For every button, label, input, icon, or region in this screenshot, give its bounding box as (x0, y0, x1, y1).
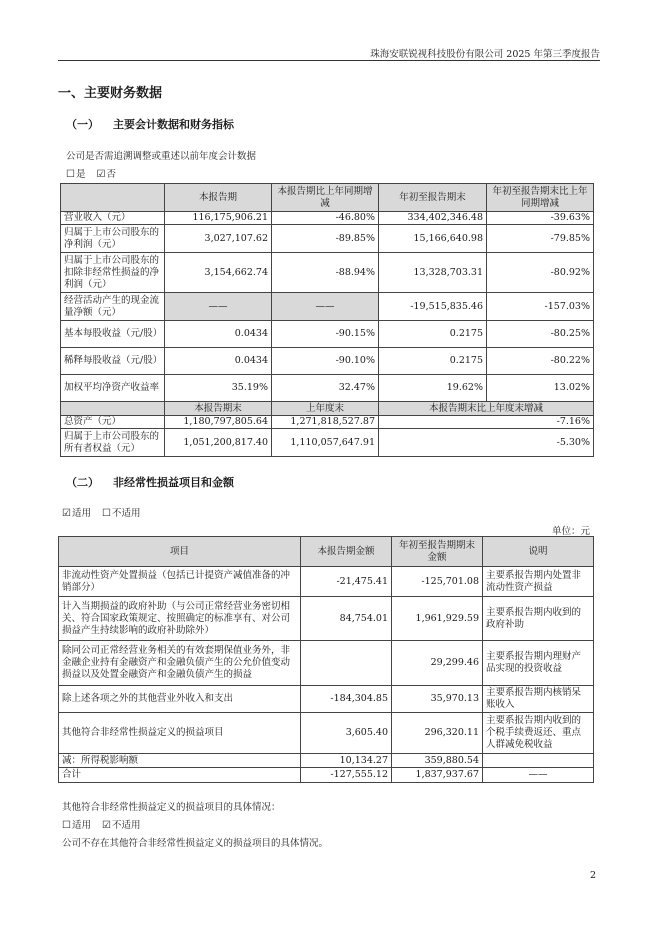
cell-value: 15,166,640.98 (379, 225, 487, 253)
note-cell (483, 754, 594, 768)
item-label: 除上述各项之外的其他营业外收入和支出 (59, 686, 301, 713)
cell-value: 1,051,200,817.40 (165, 429, 272, 457)
subsection-title-2 (66, 474, 234, 490)
item-label: 其他符合非经常性损益定义的损益项目 (59, 713, 301, 754)
cell-value: 116,175,906.21 (165, 212, 272, 225)
other-items-note: 其他符合非经常性损益定义的损益项目的具体情况： (62, 802, 281, 813)
header-cell: 说明 (483, 537, 594, 567)
option-applicable[interactable]: ☐适用 (62, 820, 91, 831)
cell-value: -157.03% (487, 293, 594, 321)
cell-value: 1,837,937.67 (392, 768, 483, 783)
cell-value: 1,110,057,647.91 (272, 429, 379, 457)
header-cell: 年初至报告期期末金额 (392, 537, 483, 567)
subsection-title-1 (66, 116, 234, 132)
subsection-number: （一） (66, 118, 99, 131)
section-title: 一、主要财务数据 (58, 86, 163, 101)
checkbox-checked-icon: ☑ (96, 169, 106, 180)
row-label: 营业收入（元） (61, 212, 165, 225)
item-label: 合计 (59, 768, 301, 783)
header-divider (58, 60, 600, 61)
cell-value: -21,475.41 (301, 567, 392, 597)
header-cell: 本报告期 (165, 184, 272, 212)
restatement-options (66, 166, 124, 180)
row-label: 基本每股收益（元/股） (61, 321, 165, 348)
applicability-options (62, 505, 149, 519)
row-label: 加权平均净资产收益率 (61, 375, 165, 402)
cell-value: -79.85% (487, 225, 594, 253)
cell-value: -5.30% (379, 429, 594, 457)
table-row (61, 429, 594, 457)
table-row (59, 686, 594, 713)
report-header: 珠海安联锐视科技股份有限公司 2025 年第三季度报告 (370, 49, 600, 60)
cell-value: -80.22% (487, 348, 594, 375)
table-header-row (59, 537, 594, 567)
cell-value: -89.85% (272, 225, 379, 253)
cell-value: -46.80% (272, 212, 379, 225)
checkbox-unchecked-icon: ☐ (102, 508, 111, 519)
cell-value: -19,515,835.46 (379, 293, 487, 321)
cell-value: -90.15% (272, 321, 379, 348)
subsection-number: （二） (66, 476, 99, 489)
cell-value: 13.02% (487, 375, 594, 402)
item-label: 计入当期损益的政府补助（与公司正常经营业务密切相关、符合国家政策规定、按照确定的标准享有、对公司损益产生持续影响的政府补助除外） (59, 597, 301, 641)
cell-value: -127,555.12 (301, 768, 392, 783)
restatement-question: 公司是否需追溯调整或重述以前年度会计数据 (66, 151, 257, 162)
table-row (59, 768, 594, 783)
header-cell: 本报告期末比上年度末增减 (379, 402, 594, 416)
subsection-label: 主要会计数据和财务指标 (113, 118, 234, 131)
page-number: 2 (589, 870, 596, 881)
row-label: 总资产（元） (61, 416, 165, 429)
table-row (59, 754, 594, 768)
header-cell: 本报告期比上年同期增减 (272, 184, 379, 212)
table-row (61, 375, 594, 402)
cell-value: -7.16% (379, 416, 594, 429)
cell-value: 10,134.27 (301, 754, 392, 768)
cell-value: -88.94% (272, 253, 379, 293)
cell-value: -39.63% (487, 212, 594, 225)
note-cell: 主要系报告期内收到的政府补助 (483, 597, 594, 641)
cell-value: 0.2175 (379, 348, 487, 375)
table-row (59, 641, 594, 686)
table-row (61, 293, 594, 321)
cell-value: -80.25% (487, 321, 594, 348)
other-items-statement: 公司不存在其他符合非经常性损益定义的损益项目的具体情况。 (62, 838, 329, 849)
option-not-applicable[interactable]: ☑不适用 (102, 820, 141, 831)
cell-value: 296,320.11 (392, 713, 483, 754)
cell-value: 3,605.40 (301, 713, 392, 754)
cell-value: 1,961,929.59 (392, 597, 483, 641)
key-financial-data-table (60, 183, 594, 457)
cell-value: —— (165, 293, 272, 321)
note-cell: 主要系报告期内处置非流动性资产损益 (483, 567, 594, 597)
table-row (61, 253, 594, 293)
table-row (59, 597, 594, 641)
table-row (61, 348, 594, 375)
item-label: 减：所得税影响额 (59, 754, 301, 768)
option-yes[interactable]: ☐是 (66, 169, 86, 180)
note-cell: 主要系报告期内核销呆账收入 (483, 686, 594, 713)
option-no[interactable]: ☑否 (96, 169, 116, 180)
table-row (59, 713, 594, 754)
cell-value: 334,402,346.48 (379, 212, 487, 225)
checkbox-checked-icon: ☑ (62, 508, 71, 519)
cell-value: 84,754.01 (301, 597, 392, 641)
item-label: 除同公司正常经营业务相关的有效套期保值业务外，非金融企业持有金融资产和金融负债产生的公允价值变动损益以及处置金融资产和金融负债产生的损益 (59, 641, 301, 686)
cell-value: 359,880.54 (392, 754, 483, 768)
row-label: 经营活动产生的现金流量净额（元） (61, 293, 165, 321)
option-not-applicable[interactable]: ☐不适用 (102, 508, 141, 519)
table-row (61, 225, 594, 253)
cell-value (301, 641, 392, 686)
cell-value: 35.19% (165, 375, 272, 402)
option-applicable[interactable]: ☑适用 (62, 508, 91, 519)
cell-value: 19.62% (379, 375, 487, 402)
cell-value: 29,299.46 (392, 641, 483, 686)
table-row (61, 212, 594, 225)
header-cell: 年初至报告期末 (379, 184, 487, 212)
row-label: 归属于上市公司股东的净利润（元） (61, 225, 165, 253)
cell-value: —— (272, 293, 379, 321)
cell-value: 0.0434 (165, 321, 272, 348)
checkbox-unchecked-icon: ☐ (62, 820, 71, 831)
other-items-options (62, 817, 149, 831)
row-label: 归属于上市公司股东的所有者权益（元） (61, 429, 165, 457)
cell-value: 1,271,818,527.87 (272, 416, 379, 429)
header-cell: 本报告期末 (165, 402, 272, 416)
cell-value: 0.0434 (165, 348, 272, 375)
unit-label: 单位：元 (551, 526, 590, 537)
note-cell: —— (483, 768, 594, 783)
table-row (61, 416, 594, 429)
note-cell: 主要系报告期内理财产品实现的投资收益 (483, 641, 594, 686)
cell-value: 0.2175 (379, 321, 487, 348)
non-recurring-items-table (58, 536, 594, 783)
table-row (59, 567, 594, 597)
cell-value: -184,304.85 (301, 686, 392, 713)
cell-value: 13,328,703.31 (379, 253, 487, 293)
cell-value: -80.92% (487, 253, 594, 293)
checkbox-unchecked-icon: ☐ (66, 169, 75, 180)
header-cell: 项目 (59, 537, 301, 567)
note-cell: 主要系报告期内收到的个税手续费返还、重点人群减免税收益 (483, 713, 594, 754)
table-header-row (61, 184, 594, 212)
row-label: 归属于上市公司股东的扣除非经常性损益的净利润（元） (61, 253, 165, 293)
item-label: 非流动性资产处置损益（包括已计提资产减值准备的冲销部分） (59, 567, 301, 597)
cell-value: -125,701.08 (392, 567, 483, 597)
cell-value: 3,027,107.62 (165, 225, 272, 253)
header-cell (61, 402, 165, 416)
subsection-label: 非经常性损益项目和金额 (113, 476, 234, 489)
header-cell: 年初至报告期末比上年同期增减 (487, 184, 594, 212)
cell-value: 3,154,662.74 (165, 253, 272, 293)
header-cell: 本报告期金额 (301, 537, 392, 567)
cell-value: -90.10% (272, 348, 379, 375)
table-header-row (61, 402, 594, 416)
table-row (61, 321, 594, 348)
row-label: 稀释每股收益（元/股） (61, 348, 165, 375)
cell-value: 1,180,797,805.64 (165, 416, 272, 429)
cell-value: 35,970.13 (392, 686, 483, 713)
header-cell: 上年度末 (272, 402, 379, 416)
cell-value: 32.47% (272, 375, 379, 402)
header-cell (61, 184, 165, 212)
checkbox-checked-icon: ☑ (102, 820, 111, 831)
